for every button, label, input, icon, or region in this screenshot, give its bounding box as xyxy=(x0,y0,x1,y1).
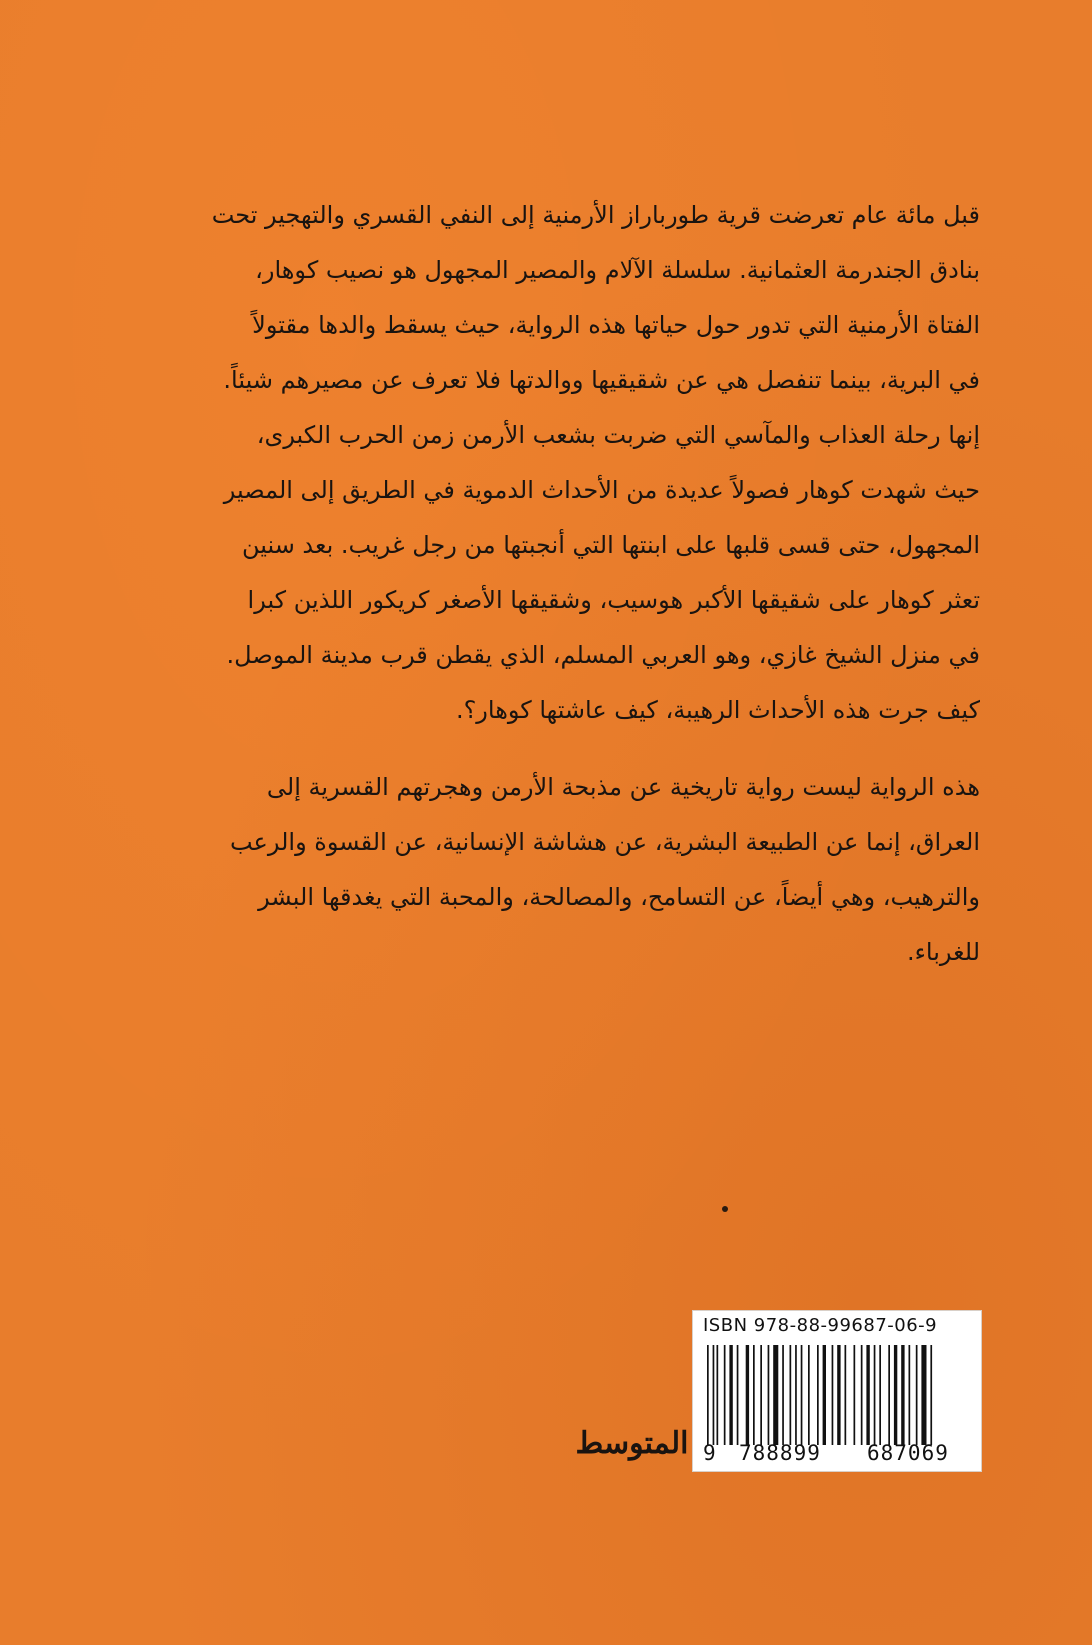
barcode-bar xyxy=(854,1345,856,1445)
barcode-bar xyxy=(874,1345,876,1445)
barcode-bar xyxy=(790,1345,792,1445)
barcode-bar xyxy=(724,1345,726,1445)
blurb-line: بنادق الجندرمة العثمانية. سلسلة الآلام والمصير المجهول هو نصيب كوهار، xyxy=(255,256,980,284)
barcode-bar xyxy=(845,1345,847,1445)
barcode-bar xyxy=(921,1345,926,1445)
barcode-bar xyxy=(866,1345,869,1445)
barcode-bar xyxy=(817,1345,819,1445)
barcode-bar xyxy=(861,1345,863,1445)
barcode-bar xyxy=(901,1345,904,1445)
barcode-bar xyxy=(832,1345,834,1445)
barcode-bar xyxy=(808,1345,810,1445)
barcode-bar xyxy=(737,1345,739,1445)
blurb-line: قبل مائة عام تعرضت قرية طورباراز الأرمنية إلى النفي القسري والتهجير تحت xyxy=(211,201,980,229)
barcode-bar xyxy=(768,1345,770,1445)
barcode-bar xyxy=(773,1345,778,1445)
isbn-barcode-box xyxy=(692,1310,982,1472)
blurb-line: المجهول، حتى قسى قلبها على ابنتها التي أنجبتها من رجل غريب. بعد سنين xyxy=(241,531,980,559)
isbn-digit-prefix: 9 xyxy=(703,1441,716,1465)
blurb-line: إنها رحلة العذاب والمآسي التي ضربت بشعب الأرمن زمن الحرب الكبرى، xyxy=(256,421,980,449)
blurb-line: في منزل الشيخ غازي، وهو العربي المسلم، الذي يقطن قرب مدينة الموصل. xyxy=(226,641,980,669)
publisher-logo: المتوسط xyxy=(575,1426,689,1461)
barcode-bar xyxy=(782,1345,784,1445)
barcode-bar xyxy=(801,1345,803,1445)
isbn-digits-left: 788899 xyxy=(739,1441,821,1465)
barcode-bar xyxy=(894,1345,897,1445)
isbn-digits-right: 687069 xyxy=(867,1441,949,1465)
blurb-line: في البرية، بينما تنفصل هي عن شقيقيها ووالدتها فلا تعرف عن مصيرهم شيئاً. xyxy=(223,366,980,394)
barcode-bar xyxy=(795,1345,797,1445)
blurb-line: تعثر كوهار على شقيقها الأكبر هوسيب، وشقيقها الأصغر كريكور اللذين كبرا xyxy=(247,586,980,614)
barcode-bar xyxy=(717,1345,719,1445)
isbn-digits xyxy=(697,1441,979,1467)
barcode-graphic xyxy=(705,1345,971,1445)
barcode-bar xyxy=(837,1345,840,1445)
blurb-line: هذه الرواية ليست رواية تاريخية عن مذبحة الأرمن وهجرتهم القسرية إلى xyxy=(266,773,980,801)
barcode-bar xyxy=(909,1345,911,1445)
barcode-bar xyxy=(916,1345,918,1445)
barcode-bar xyxy=(930,1345,932,1445)
barcode-bar xyxy=(713,1345,715,1445)
barcode-bar xyxy=(823,1345,826,1445)
blurb-paragraph-2 xyxy=(112,760,980,980)
barcode-bar xyxy=(753,1345,755,1445)
back-cover-blurb xyxy=(112,188,980,980)
isbn-label: ISBN 978-88-99687-06-9 xyxy=(703,1315,938,1336)
blurb-line: كيف جرت هذه الأحداث الرهيبة، كيف عاشتها كوهار؟. xyxy=(455,696,980,724)
blurb-line: حيث شهدت كوهار فصولاً عديدة من الأحداث الدموية في الطريق إلى المصير xyxy=(223,476,980,504)
blurb-line: والترهيب، وهي أيضاً، عن التسامح، والمصالحة، والمحبة التي يغدقها البشر xyxy=(258,883,980,911)
blurb-line: للغرباء. xyxy=(907,938,980,966)
barcode-bar xyxy=(729,1345,732,1445)
barcode-bar xyxy=(746,1345,749,1445)
blurb-line: العراق، إنما عن الطبيعة البشرية، عن هشاشة الإنسانية، عن القسوة والرعب xyxy=(229,828,980,856)
blurb-line: الفتاة الأرمنية التي تدور حول حياتها هذه الرواية، حيث يسقط والدها مقتولاً xyxy=(252,311,980,339)
barcode-bar xyxy=(879,1345,881,1445)
barcode-bar xyxy=(760,1345,762,1445)
barcode-bar xyxy=(888,1345,890,1445)
blurb-paragraph-1 xyxy=(112,188,980,738)
print-speck xyxy=(722,1206,728,1212)
